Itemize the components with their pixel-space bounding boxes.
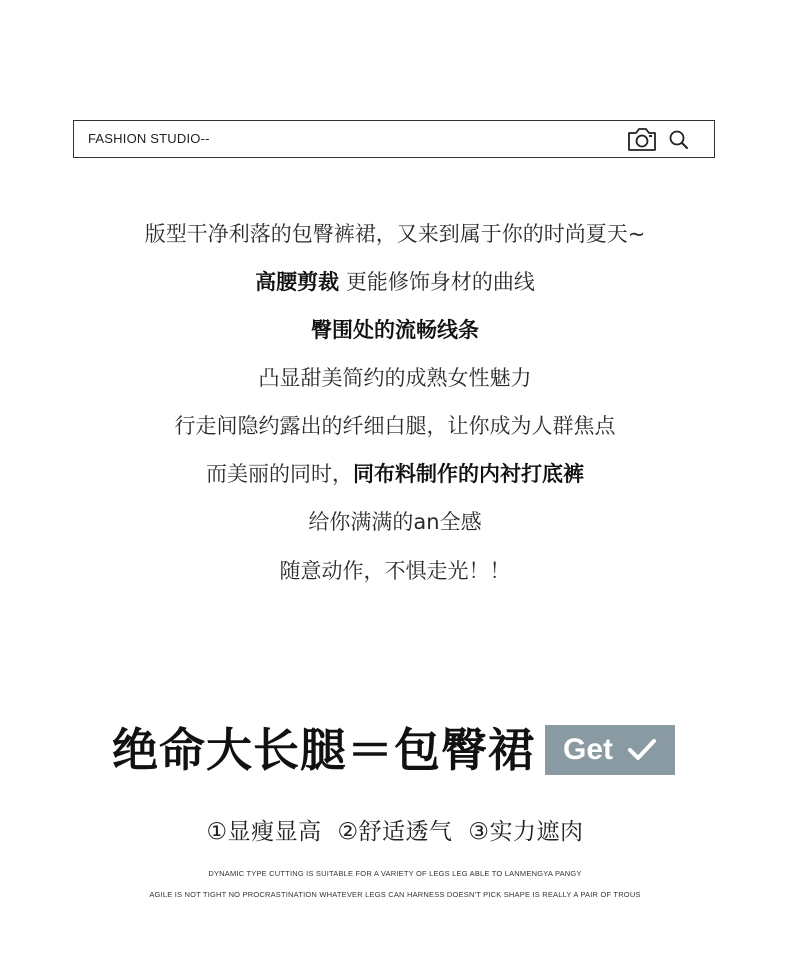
headline: 绝命大长腿＝包臀裙 — [112, 723, 535, 777]
feature-item: ③实力遮肉 — [468, 819, 584, 845]
camera-icon[interactable] — [627, 126, 657, 152]
fine-print-2: AGILE IS NOT TIGHT NO PROCRASTINATION WHATEVER LEGS CAN HARNESS DOESN'T PICK SHAPE IS REALLY A PAIR OF TROUS — [149, 890, 641, 899]
search-bar[interactable] — [73, 120, 715, 158]
copy-line-3-bold: 臀围处的流畅线条 — [311, 318, 479, 342]
copy-line-6-bold: 同布料制作的内衬打底裤 — [353, 462, 584, 486]
copy-line-2-bold: 高腰剪裁 — [255, 270, 340, 294]
copy-line-5: 行走间隐约露出的纤细白腿，让你成为人群焦点 — [174, 414, 616, 438]
get-badge — [545, 725, 675, 775]
fine-print-1: DYNAMIC TYPE CUTTING IS SUITABLE FOR A VARIETY OF LEGS LEG ABLE TO LANMENGYA PANGY — [208, 869, 582, 878]
copy-line-6-plain: 而美丽的同时， — [206, 462, 353, 486]
copy-line-4: 凸显甜美简约的成熟女性魅力 — [258, 366, 532, 390]
copy-line-7: 给你满满的an全感 — [308, 510, 482, 534]
feature-item: ②舒适透气 — [337, 819, 453, 845]
feature-item: ①显瘦显高 — [206, 819, 322, 845]
copy-line-2-rest: 更能修饰身材的曲线 — [339, 270, 535, 294]
check-icon — [627, 737, 657, 763]
copy-line-6 — [0, 464, 790, 485]
copy-line-2 — [0, 272, 790, 293]
feature-list — [0, 813, 790, 846]
search-icon[interactable] — [668, 129, 690, 151]
get-badge-label: Get — [562, 733, 613, 766]
copy-line-8: 随意动作，不惧走光！！ — [279, 559, 511, 583]
copy-line-1: 版型干净利落的包臀裤裙，又来到属于你的时尚夏天~ — [144, 222, 646, 246]
brand-text: FASHION STUDIO-- — [88, 131, 210, 146]
copy-line-3 — [0, 320, 790, 341]
